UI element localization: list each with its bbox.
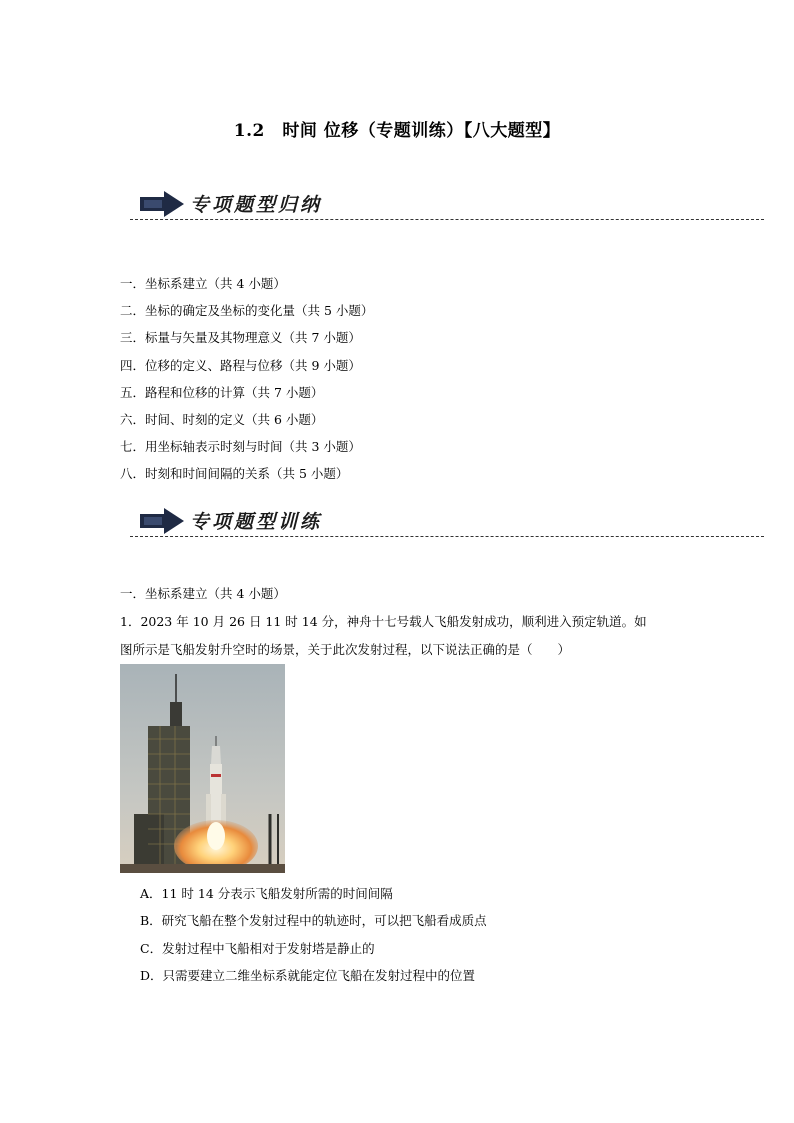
topic-item: 一．坐标系建立（共 4 小题） [120,276,286,291]
topic-item: 七．用坐标轴表示时刻与时间（共 3 小题） [120,439,361,455]
section-header-training [130,505,764,539]
topic-item: 六．时间、时刻的定义（共 6 小题） [120,411,324,427]
section-heading: 专项题型归纳 [190,194,323,216]
part-title: 一．坐标系建立（共 4 小题） [120,586,286,601]
topic-item: 三．标量与矢量及其物理意义（共 7 小题） [120,330,361,346]
dashed-divider [130,219,764,220]
topic-item: 八．时刻和时间间隔的关系（共 5 小题） [120,466,349,482]
option-a: A．11 时 14 分表示飞船发射所需的时间间隔 [140,886,393,901]
rocket-launch-photo [120,664,285,873]
topic-item: 五．路程和位移的计算（共 7 小题） [120,384,324,400]
arrow-icon [140,508,184,534]
topic-list [120,270,373,488]
question-block [120,580,680,664]
section-header-summary [130,188,764,222]
question-stem-line: 1．2023 年 10 月 26 日 11 时 14 分，神舟十七号载人飞船发射成功，顺利进入预定轨道。如 [120,614,647,629]
option-c: C．发射过程中飞船相对于发射塔是静止的 [140,940,375,956]
dashed-divider [130,536,764,537]
topic-item: 二．坐标的确定及坐标的变化量（共 5 小题） [120,303,374,319]
section-heading: 专项题型训练 [190,511,323,533]
arrow-icon [140,191,184,217]
option-b: B．研究飞船在整个发射过程中的轨迹时，可以把飞船看成质点 [140,913,487,929]
answer-options [140,880,487,989]
option-d: D．只需要建立二维坐标系就能定位飞船在发射过程中的位置 [140,967,476,983]
topic-item: 四．位移的定义、路程与位移（共 9 小题） [120,357,361,373]
question-stem-line: 图所示是飞船发射升空时的场景，关于此次发射过程，以下说法正确的是（ ） [120,642,571,657]
document-title: 1.2 时间 位移（专题训练）【八大题型】 [233,121,561,141]
